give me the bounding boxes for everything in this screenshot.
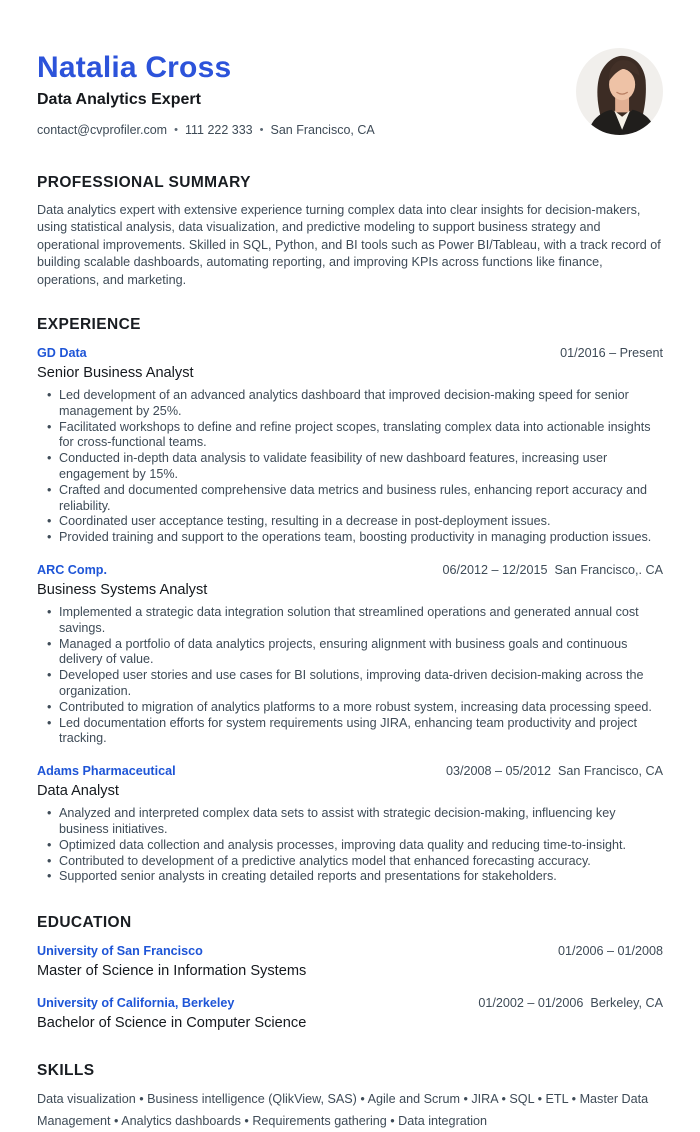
job-bullet: • Coordinated user acceptance testing, resulting in a decrease in post-deployment issues. [59,514,663,530]
person-title: Data Analytics Expert [37,91,201,108]
job-bullet-list [37,605,663,747]
job-bullet: • Facilitated workshops to define and refine project scopes, translating complex data into actionable insights for cross-functional teams. [59,420,663,452]
person-name: Natalia Cross [37,51,232,84]
company-name: Adams Pharmaceutical [37,764,176,779]
job-bullet: • Provided training and support to the operations team, boosting productivity in managing production issues. [59,530,663,546]
education-entry-usf [37,944,663,980]
dot-separator-icon: • [259,124,264,136]
contact-email: contact@cvprofiler.com [37,123,168,137]
job-bullet: • Contributed to migration of analytics platforms to a more robust system, increasing data processing speed. [59,700,663,716]
job-entry-adams-pharmaceutical [37,764,663,885]
job-header-row [37,764,663,778]
skills-list: Data visualization • Business intelligence (QlikView, SAS) • Agile and Scrum • JIRA • SQL • ETL • Master Data Management • Analytics dashboards • Requirements gathering • Data integration [37,1092,649,1128]
job-bullet-list [37,388,663,546]
school-name: University of San Francisco [37,944,203,959]
section-heading-skills: SKILLS [37,1062,95,1080]
profile-photo [576,48,663,135]
section-experience [37,316,663,885]
job-title: Business Systems Analyst [37,582,208,598]
dot-separator-icon: • [174,124,178,136]
contact-location: San Francisco, CA [270,123,375,137]
job-dates: 03/2008 – 05/2012 San Francisco, CA [445,764,663,779]
job-title: Senior Business Analyst [37,365,194,382]
degree-title: Master of Science in Information Systems [37,963,307,980]
job-dates: 01/2016 – Present [560,346,663,361]
job-title: Data Analyst [37,783,119,800]
job-bullet: • Conducted in-depth data analysis to validate feasibility of new dashboard features, increasing user engagement by 15%. [59,451,663,483]
resume-header [37,52,663,137]
section-heading-experience: EXPERIENCE [37,316,141,334]
job-bullet: • Managed a portfolio of data analytics projects, ensuring alignment with business goals and continuous delivery of value. [59,637,663,669]
job-entry-gd-data [37,346,663,546]
section-heading-education: EDUCATION [37,914,132,932]
job-bullet: • Optimized data collection and analysis processes, improving data quality and reducing time-to-insight. [59,838,663,854]
profile-photo-illustration [576,48,663,135]
degree-title: Bachelor of Science in Computer Science [37,1015,307,1032]
education-entry-uc-berkeley [37,996,663,1032]
section-heading-summary: PROFESSIONAL SUMMARY [37,174,251,191]
job-bullet: • Analyzed and interpreted complex data sets to assist with strategic decision-making, influencing key business initiatives. [59,806,663,838]
contact-phone: 111 222 333 [184,123,253,137]
job-bullet: • Led development of an advanced analytics dashboard that improved decision-making speed for senior management by 25%. [59,388,663,420]
section-education [37,914,663,1032]
job-header-row [37,563,663,577]
job-bullet: • Supported senior analysts in creating detailed reports and presentations for stakeholders. [59,869,663,885]
education-dates: 01/2006 – 01/2008 [557,944,663,959]
education-header-row [37,996,663,1010]
job-bullet-list [37,806,663,885]
job-bullet: • Implemented a strategic data integration solution that streamlined operations and generated annual cost savings. [59,605,663,637]
summary-paragraph: Data analytics expert with extensive experience turning complex data into clear insights for decision-makers, using statistical analysis, data visualization, and predictive modeling to support business strategy and operational improvements. Skilled in SQL, Python, and BI tools such as Power BI/Tableau, with a track record of building scalable dashboards, automating reporting, and improving KPIs across functions like finance, operations, and marketing. [37,203,661,287]
education-dates: 01/2002 – 01/2006 Berkeley, CA [478,996,663,1011]
job-bullet: • Developed user stories and use cases for BI solutions, improving data-driven decision-making across the organization. [59,668,663,700]
company-name: GD Data [37,346,87,361]
section-professional-summary [37,174,663,289]
education-header-row [37,944,663,958]
job-bullet: • Crafted and documented comprehensive data metrics and business rules, enhancing report accuracy and reliability. [59,483,663,515]
job-entry-arc-comp [37,563,663,747]
contact-line [37,123,663,137]
company-name: ARC Comp. [37,563,107,577]
job-bullet: • Contributed to development of a predictive analytics model that enhanced forecasting accuracy. [59,854,663,870]
job-dates: 06/2012 – 12/2015 San Francisco,. CA [442,563,663,577]
section-skills [37,1062,663,1132]
school-name: University of California, Berkeley [37,996,235,1011]
job-header-row [37,346,663,360]
job-bullet: • Led documentation efforts for system requirements using JIRA, enhancing team productivity and project tracking. [59,716,663,748]
